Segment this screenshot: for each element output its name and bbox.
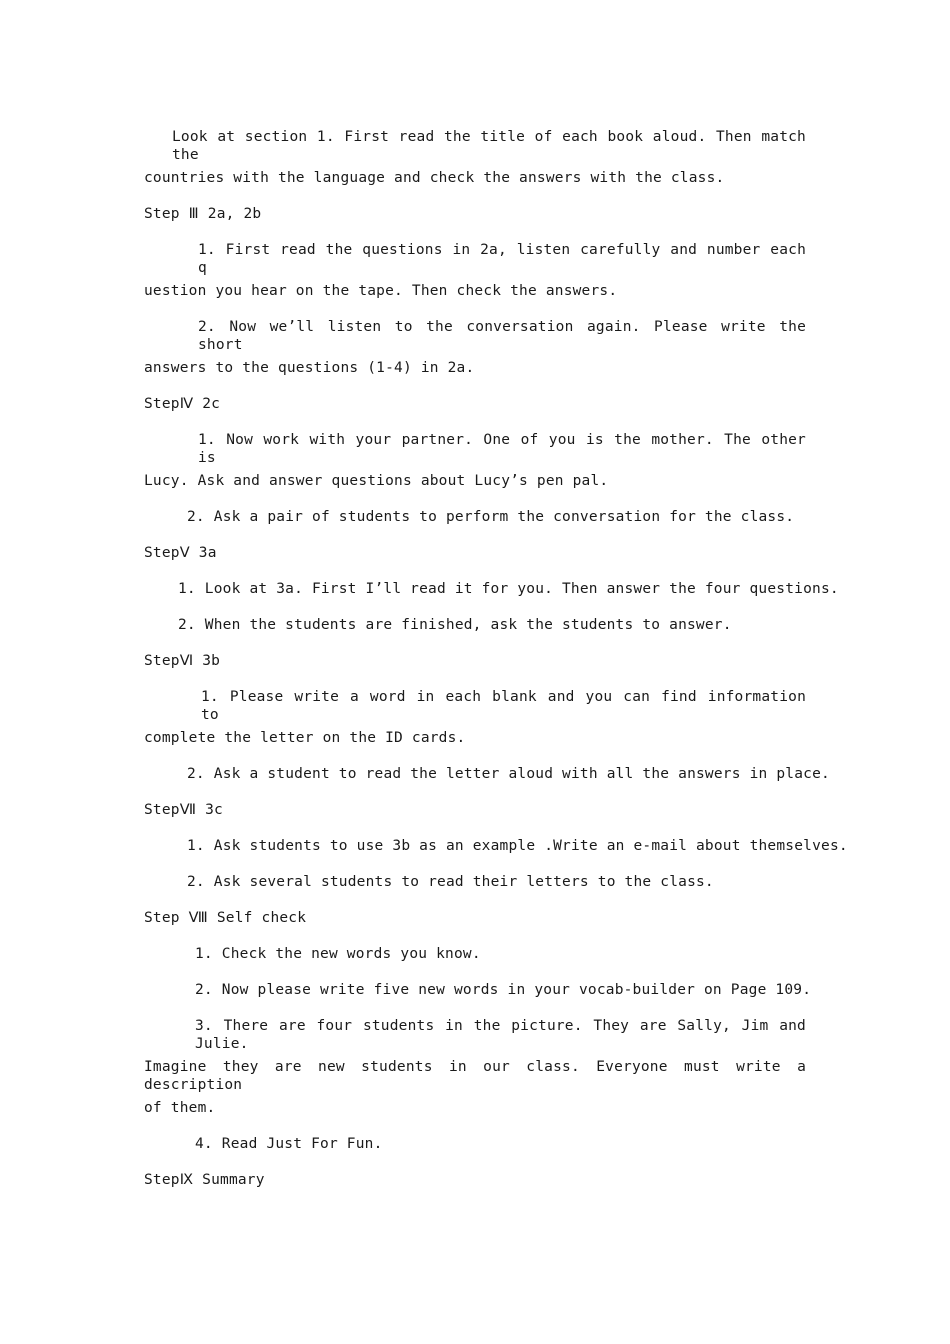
step-heading: StepⅤ 3a [144, 545, 217, 561]
step-heading: StepⅦ 3c [144, 802, 223, 818]
list-item-line: 1. First read the questions in 2a, listen carefully and number each q [198, 242, 806, 276]
list-item-line: 1. Check the new words you know. [195, 946, 481, 962]
list-item-line: answers to the questions (1-4) in 2a. [144, 360, 475, 376]
list-item-line: 2. Ask a pair of students to perform the conversation for the class. [187, 509, 795, 525]
list-item-line: Imagine they are new students in our class. Everyone must write a description [144, 1059, 806, 1093]
paragraph-line: countries with the language and check the answers with the class. [144, 170, 725, 186]
paragraph-line: Look at section 1. First read the title of each book aloud. Then match the [172, 129, 806, 163]
list-item-line: uestion you hear on the tape. Then check the answers. [144, 283, 618, 299]
list-item-line: 2. Ask several students to read their letters to the class. [187, 874, 714, 890]
list-item-line: 2. Ask a student to read the letter aloud with all the answers in place. [187, 766, 830, 782]
step-heading: Step Ⅲ 2a, 2b [144, 206, 262, 222]
list-item-line: of them. [144, 1100, 216, 1116]
list-item-line: 1. Now work with your partner. One of you is the mother. The other is [198, 432, 806, 466]
list-item-line: 1. Ask students to use 3b as an example .Write an e-mail about themselves. [187, 838, 848, 854]
list-item-line: 2. Now we’ll listen to the conversation again. Please write the short [198, 319, 806, 353]
list-item-line: 2. Now please write five new words in your vocab-builder on Page 109. [195, 982, 812, 998]
list-item-line: 4. Read Just For Fun. [195, 1136, 383, 1152]
step-heading: StepⅥ 3b [144, 653, 221, 669]
step-heading: Step Ⅷ Self check [144, 910, 307, 926]
step-heading: StepⅣ 2c [144, 396, 221, 412]
list-item-line: complete the letter on the ID cards. [144, 730, 466, 746]
step-heading: StepⅨ Summary [144, 1172, 265, 1188]
list-item-line: 2. When the students are finished, ask the students to answer. [178, 617, 732, 633]
list-item-line: Lucy. Ask and answer questions about Lucy’s pen pal. [144, 473, 609, 489]
list-item-line: 3. There are four students in the picture. They are Sally, Jim and Julie. [195, 1018, 806, 1052]
list-item-line: 1. Please write a word in each blank and you can find information to [201, 689, 806, 723]
list-item-line: 1. Look at 3a. First I’ll read it for you. Then answer the four questions. [178, 581, 839, 597]
